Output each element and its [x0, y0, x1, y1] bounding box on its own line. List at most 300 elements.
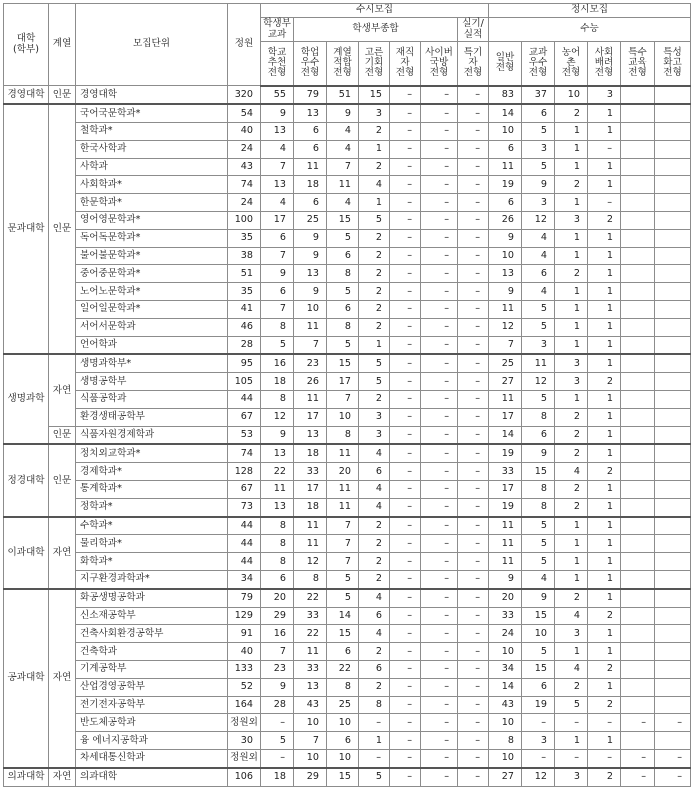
value-cell: –	[390, 678, 421, 696]
value-cell: 4	[327, 140, 359, 158]
value-cell: –	[458, 768, 489, 786]
value-cell: 3	[555, 768, 588, 786]
unit-cell: 중어중문학과*	[76, 265, 228, 283]
value-cell: 1	[588, 643, 621, 661]
value-cell: 79	[294, 86, 327, 105]
value-cell	[621, 463, 655, 481]
value-cell: –	[390, 498, 421, 516]
value-cell: 11	[327, 176, 359, 194]
value-cell: 16	[261, 625, 294, 643]
value-cell: 1	[588, 318, 621, 336]
value-cell: –	[458, 247, 489, 265]
unit-cell: 전기전자공학부	[76, 696, 228, 714]
value-cell: 6	[327, 643, 359, 661]
value-cell: –	[588, 749, 621, 767]
value-cell	[655, 517, 691, 535]
value-cell: 10	[489, 247, 522, 265]
value-cell	[655, 194, 691, 212]
value-cell: 1	[555, 643, 588, 661]
value-cell: 7	[261, 158, 294, 176]
value-cell: 11	[489, 301, 522, 319]
value-cell	[621, 732, 655, 750]
value-cell: –	[390, 86, 421, 105]
value-cell: 11	[294, 158, 327, 176]
value-cell: 4	[359, 498, 390, 516]
value-cell: –	[390, 535, 421, 553]
value-cell: 1	[555, 283, 588, 301]
value-cell	[621, 301, 655, 319]
value-cell: –	[390, 194, 421, 212]
value-cell: 3	[359, 426, 390, 444]
value-cell: 25	[489, 354, 522, 372]
value-cell: –	[261, 714, 294, 732]
value-cell: –	[458, 104, 489, 122]
quota-cell: 정원외	[228, 749, 261, 767]
value-cell: 7	[261, 301, 294, 319]
value-cell	[621, 661, 655, 679]
value-cell: 2	[588, 768, 621, 786]
value-cell: 37	[522, 86, 555, 105]
value-cell: 1	[588, 444, 621, 462]
value-cell: 5	[522, 535, 555, 553]
value-cell: –	[588, 194, 621, 212]
value-cell: 2	[359, 535, 390, 553]
value-cell	[621, 318, 655, 336]
value-cell: –	[390, 265, 421, 283]
value-cell: 13	[261, 498, 294, 516]
unit-cell: 정치외교학과*	[76, 444, 228, 462]
table-row	[4, 373, 691, 391]
value-cell: –	[390, 301, 421, 319]
unit-cell: 한문학과*	[76, 194, 228, 212]
value-cell	[621, 176, 655, 194]
field-cell: 인문	[49, 104, 76, 354]
value-cell: 3	[555, 212, 588, 230]
unit-cell: 생명과학부*	[76, 354, 228, 372]
value-cell: 20	[327, 463, 359, 481]
value-cell	[655, 678, 691, 696]
value-cell: 6	[294, 194, 327, 212]
unit-cell: 사회학과*	[76, 176, 228, 194]
value-cell: –	[390, 643, 421, 661]
value-cell: 9	[261, 265, 294, 283]
value-cell: –	[421, 391, 458, 409]
value-cell: 1	[588, 426, 621, 444]
value-cell: 5	[522, 123, 555, 141]
value-cell: –	[421, 426, 458, 444]
unit-cell: 반도체공학과	[76, 714, 228, 732]
value-cell: 4	[555, 463, 588, 481]
value-cell: 3	[588, 86, 621, 105]
value-cell: 15	[522, 661, 555, 679]
quota-cell: 43	[228, 158, 261, 176]
value-cell: 9	[522, 589, 555, 607]
quota-cell: 30	[228, 732, 261, 750]
value-cell: 5	[261, 336, 294, 354]
value-cell: 7	[294, 336, 327, 354]
value-cell: 5	[327, 229, 359, 247]
unit-cell: 언어학과	[76, 336, 228, 354]
college-cell: 이과대학	[4, 517, 49, 589]
value-cell: –	[390, 768, 421, 786]
value-cell	[655, 463, 691, 481]
table-row	[4, 643, 691, 661]
unit-cell: 기계공학부	[76, 661, 228, 679]
value-cell: 15	[327, 768, 359, 786]
value-cell: 43	[294, 696, 327, 714]
quota-cell: 133	[228, 661, 261, 679]
value-cell: 2	[359, 391, 390, 409]
value-cell: 8	[522, 498, 555, 516]
value-cell: 8	[522, 408, 555, 426]
value-cell: 15	[359, 86, 390, 105]
value-cell: 5	[359, 354, 390, 372]
value-cell: 4	[327, 123, 359, 141]
value-cell: –	[390, 104, 421, 122]
value-cell: 55	[261, 86, 294, 105]
value-cell: –	[359, 749, 390, 767]
value-cell: 1	[588, 553, 621, 571]
value-cell: 13	[261, 444, 294, 462]
value-cell: –	[390, 571, 421, 589]
header-quota: 정원	[228, 4, 261, 86]
value-cell: 27	[489, 768, 522, 786]
value-cell: –	[421, 463, 458, 481]
value-cell: –	[390, 176, 421, 194]
value-cell: –	[421, 373, 458, 391]
value-cell: –	[261, 749, 294, 767]
value-cell	[655, 140, 691, 158]
quota-cell: 35	[228, 229, 261, 247]
header-jonghap: 학생부종합	[294, 18, 458, 42]
table-row	[4, 354, 691, 372]
value-cell: 1	[588, 283, 621, 301]
unit-cell: 국어국문학과*	[76, 104, 228, 122]
value-cell	[621, 408, 655, 426]
value-cell: 25	[294, 212, 327, 230]
unit-cell: 정학과*	[76, 498, 228, 516]
value-cell: –	[458, 661, 489, 679]
value-cell: 8	[261, 535, 294, 553]
value-cell: 8	[261, 517, 294, 535]
header-col-12: 특성 화고 전형	[655, 42, 691, 86]
value-cell: –	[458, 123, 489, 141]
header-jeongsi: 정시모집	[489, 4, 691, 18]
value-cell: 2	[359, 123, 390, 141]
value-cell: 2	[555, 589, 588, 607]
table-row	[4, 104, 691, 122]
value-cell: 7	[294, 732, 327, 750]
quota-cell: 44	[228, 517, 261, 535]
value-cell: –	[421, 212, 458, 230]
value-cell: 1	[555, 123, 588, 141]
value-cell: 2	[588, 373, 621, 391]
value-cell: –	[390, 158, 421, 176]
value-cell: 18	[261, 768, 294, 786]
value-cell	[655, 391, 691, 409]
unit-cell: 일어일문학과*	[76, 301, 228, 319]
value-cell	[621, 444, 655, 462]
value-cell: 2	[555, 408, 588, 426]
value-cell	[655, 86, 691, 105]
value-cell: 10	[327, 408, 359, 426]
value-cell	[655, 481, 691, 499]
value-cell	[655, 553, 691, 571]
value-cell: 1	[588, 498, 621, 516]
table-row	[4, 444, 691, 462]
value-cell: –	[390, 732, 421, 750]
quota-cell: 320	[228, 86, 261, 105]
value-cell: 9	[261, 104, 294, 122]
value-cell: 4	[522, 283, 555, 301]
value-cell: –	[458, 589, 489, 607]
header-susi: 수시모집	[261, 4, 489, 18]
header-col-0: 학교 추천 전형	[261, 42, 294, 86]
value-cell: 15	[522, 463, 555, 481]
value-cell: 16	[261, 354, 294, 372]
value-cell: –	[421, 158, 458, 176]
value-cell: –	[421, 517, 458, 535]
quota-cell: 100	[228, 212, 261, 230]
value-cell: 6	[522, 426, 555, 444]
table-row	[4, 589, 691, 607]
value-cell: –	[390, 283, 421, 301]
value-cell	[621, 535, 655, 553]
value-cell: –	[390, 354, 421, 372]
value-cell: –	[390, 625, 421, 643]
value-cell: –	[390, 589, 421, 607]
quota-cell: 91	[228, 625, 261, 643]
value-cell: 9	[522, 444, 555, 462]
value-cell: –	[421, 732, 458, 750]
unit-cell: 지구환경과학과*	[76, 571, 228, 589]
unit-cell: 환경생태공학부	[76, 408, 228, 426]
value-cell: 43	[489, 696, 522, 714]
value-cell: –	[588, 714, 621, 732]
value-cell	[655, 408, 691, 426]
value-cell: 17	[294, 408, 327, 426]
value-cell: 6	[522, 104, 555, 122]
value-cell: 2	[588, 661, 621, 679]
value-cell: 18	[261, 373, 294, 391]
quota-cell: 35	[228, 283, 261, 301]
value-cell: 23	[261, 661, 294, 679]
value-cell: –	[655, 749, 691, 767]
value-cell: 34	[489, 661, 522, 679]
value-cell: 22	[294, 625, 327, 643]
value-cell: 9	[294, 247, 327, 265]
table-row	[4, 732, 691, 750]
quota-cell: 74	[228, 444, 261, 462]
value-cell: 51	[327, 86, 359, 105]
table-row	[4, 140, 691, 158]
value-cell: 11	[294, 643, 327, 661]
value-cell: 1	[588, 391, 621, 409]
value-cell	[621, 194, 655, 212]
value-cell: –	[390, 336, 421, 354]
value-cell: –	[390, 696, 421, 714]
quota-cell: 53	[228, 426, 261, 444]
header-college: 대학 (학부)	[4, 4, 49, 86]
value-cell: 2	[555, 176, 588, 194]
header-col-2: 계열 적합 전형	[327, 42, 359, 86]
value-cell: 4	[359, 481, 390, 499]
table-row	[4, 176, 691, 194]
college-cell: 의과대학	[4, 768, 49, 786]
value-cell: 22	[327, 661, 359, 679]
value-cell: 1	[588, 625, 621, 643]
value-cell	[655, 247, 691, 265]
value-cell: 13	[261, 176, 294, 194]
table-row	[4, 607, 691, 625]
value-cell: 4	[359, 625, 390, 643]
value-cell: –	[458, 140, 489, 158]
value-cell: –	[458, 301, 489, 319]
quota-cell: 24	[228, 194, 261, 212]
value-cell: 18	[294, 444, 327, 462]
value-cell: 11	[489, 391, 522, 409]
value-cell: 6	[327, 301, 359, 319]
value-cell: 11	[327, 481, 359, 499]
value-cell: –	[458, 212, 489, 230]
value-cell: 2	[359, 553, 390, 571]
value-cell: 2	[359, 517, 390, 535]
value-cell: 19	[489, 176, 522, 194]
value-cell: –	[421, 265, 458, 283]
value-cell: 7	[489, 336, 522, 354]
value-cell: 4	[359, 444, 390, 462]
value-cell: –	[390, 553, 421, 571]
value-cell: –	[421, 589, 458, 607]
field-cell: 자연	[49, 517, 76, 589]
table-row	[4, 696, 691, 714]
value-cell	[621, 517, 655, 535]
value-cell	[655, 607, 691, 625]
value-cell: 33	[294, 661, 327, 679]
value-cell: 3	[359, 408, 390, 426]
value-cell: –	[359, 714, 390, 732]
value-cell: 5	[522, 643, 555, 661]
quota-cell: 41	[228, 301, 261, 319]
value-cell: 4	[555, 661, 588, 679]
value-cell: 23	[294, 354, 327, 372]
quota-cell: 44	[228, 553, 261, 571]
value-cell: 5	[522, 553, 555, 571]
value-cell: 17	[327, 373, 359, 391]
value-cell: 3	[555, 625, 588, 643]
value-cell: 2	[359, 678, 390, 696]
value-cell: 2	[588, 607, 621, 625]
value-cell: 6	[327, 247, 359, 265]
value-cell: 1	[555, 517, 588, 535]
field-cell: 인문	[49, 86, 76, 105]
quota-cell: 44	[228, 391, 261, 409]
value-cell: 11	[294, 535, 327, 553]
table-row	[4, 265, 691, 283]
unit-cell: 건축학과	[76, 643, 228, 661]
unit-cell: 식품자원경제학과	[76, 426, 228, 444]
quota-cell: 정원외	[228, 714, 261, 732]
value-cell: 6	[294, 123, 327, 141]
value-cell: 1	[359, 194, 390, 212]
value-cell: 24	[489, 625, 522, 643]
value-cell	[655, 643, 691, 661]
unit-cell: 의과대학	[76, 768, 228, 786]
value-cell: –	[421, 408, 458, 426]
value-cell: 4	[359, 589, 390, 607]
value-cell	[655, 373, 691, 391]
value-cell: 13	[294, 678, 327, 696]
value-cell: –	[458, 696, 489, 714]
value-cell: 14	[327, 607, 359, 625]
value-cell: 6	[359, 463, 390, 481]
value-cell: 5	[555, 696, 588, 714]
table-row	[4, 498, 691, 516]
value-cell: 13	[489, 265, 522, 283]
table-row	[4, 749, 691, 767]
quota-cell: 24	[228, 140, 261, 158]
value-cell: 27	[489, 373, 522, 391]
table-row	[4, 535, 691, 553]
value-cell: 12	[489, 318, 522, 336]
value-cell	[621, 123, 655, 141]
value-cell: –	[421, 749, 458, 767]
value-cell: –	[421, 696, 458, 714]
value-cell: 11	[294, 517, 327, 535]
value-cell: 2	[359, 265, 390, 283]
value-cell: 2	[555, 426, 588, 444]
value-cell: –	[421, 283, 458, 301]
value-cell: –	[458, 643, 489, 661]
value-cell: –	[458, 714, 489, 732]
header-gyogwa: 학생부 교과	[261, 18, 294, 42]
value-cell: 1	[555, 336, 588, 354]
unit-cell: 건축사회환경공학부	[76, 625, 228, 643]
value-cell: –	[621, 768, 655, 786]
value-cell: –	[390, 444, 421, 462]
value-cell	[621, 696, 655, 714]
value-cell: –	[421, 678, 458, 696]
value-cell: 6	[489, 194, 522, 212]
value-cell: 4	[555, 607, 588, 625]
table-row	[4, 481, 691, 499]
value-cell: 6	[294, 140, 327, 158]
field-cell: 인문	[49, 444, 76, 516]
value-cell: 1	[555, 732, 588, 750]
quota-cell: 51	[228, 265, 261, 283]
value-cell: 8	[327, 265, 359, 283]
value-cell: –	[458, 625, 489, 643]
value-cell: 33	[489, 463, 522, 481]
quota-cell: 40	[228, 643, 261, 661]
quota-cell: 79	[228, 589, 261, 607]
value-cell: –	[458, 86, 489, 105]
college-cell: 문과대학	[4, 104, 49, 354]
unit-cell: 차세대통신학과	[76, 749, 228, 767]
value-cell: 1	[555, 553, 588, 571]
value-cell	[655, 158, 691, 176]
value-cell	[621, 589, 655, 607]
value-cell: –	[458, 373, 489, 391]
value-cell: 1	[588, 301, 621, 319]
value-cell	[621, 158, 655, 176]
value-cell: –	[458, 391, 489, 409]
value-cell: 1	[555, 140, 588, 158]
value-cell: 5	[522, 391, 555, 409]
value-cell: 1	[588, 336, 621, 354]
value-cell: –	[458, 481, 489, 499]
unit-cell: 한국사학과	[76, 140, 228, 158]
